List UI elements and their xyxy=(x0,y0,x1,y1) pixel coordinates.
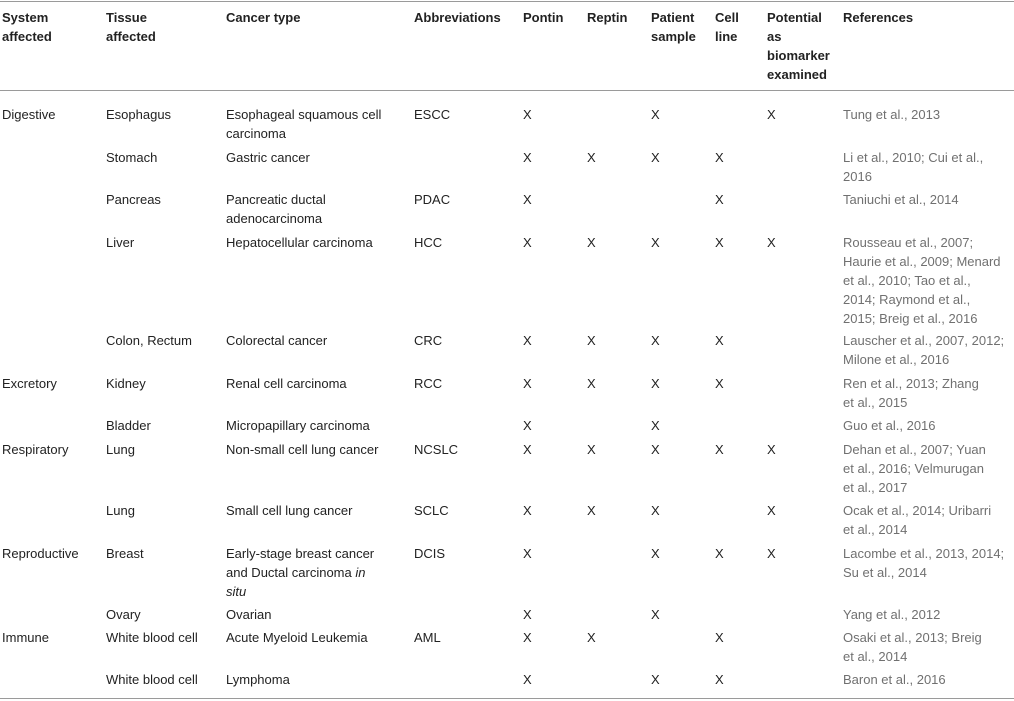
cell-pontin: X xyxy=(523,503,532,518)
cell-cancer: Hepatocellular carcinoma xyxy=(226,235,373,250)
cell-abbr: NCSLC xyxy=(414,442,459,457)
cancer-italic-text: in situ xyxy=(226,565,366,599)
cell-tissue: Stomach xyxy=(106,150,158,165)
cell-pontin: X xyxy=(523,607,532,622)
cell-refs: Taniuchi et al., 2014 xyxy=(843,192,959,207)
cell-reptin: X xyxy=(587,630,596,645)
cell-biomarker: X xyxy=(767,107,776,122)
cell-cell: X xyxy=(715,376,724,391)
cell-refs: Dehan et al., 2007; Yuan et al., 2016; Velmurugan et al., 2017 xyxy=(843,442,986,495)
cell-patient: X xyxy=(651,235,660,250)
cell-cancer: Gastric cancer xyxy=(226,150,310,165)
cell-abbr: HCC xyxy=(414,235,443,250)
cell-reptin: X xyxy=(587,235,596,250)
cell-patient: X xyxy=(651,418,660,433)
cell-pontin: X xyxy=(523,546,532,561)
cell-patient: X xyxy=(651,546,660,561)
cell-refs: Rousseau et al., 2007; Haurie et al., 2009; Menard et al., 2010; Tao et al., 2014; Raymond et al., 2015; Breig et al., 2016 xyxy=(843,235,1001,326)
cell-cancer: Lymphoma xyxy=(226,672,290,687)
cell-patient: X xyxy=(651,442,660,457)
cell-pontin: X xyxy=(523,630,532,645)
cell-tissue: Kidney xyxy=(106,376,146,391)
cell-system: Immune xyxy=(2,630,49,645)
cell-tissue: Pancreas xyxy=(106,192,161,207)
cell-refs: Ren et al., 2013; Zhang et al., 2015 xyxy=(843,376,979,410)
cell-refs: Yang et al., 2012 xyxy=(843,607,941,622)
cell-reptin: X xyxy=(587,150,596,165)
top-rule xyxy=(0,1,1014,2)
cell-reptin: X xyxy=(587,333,596,348)
cell-cancer: Non-small cell lung cancer xyxy=(226,442,379,457)
header-biomarker: Potential as biomarker examined xyxy=(767,10,830,82)
cell-biomarker: X xyxy=(767,442,776,457)
cell-tissue: Liver xyxy=(106,235,135,250)
header-rule xyxy=(0,90,1014,91)
header-tissue: Tissue affected xyxy=(106,10,156,44)
cell-tissue: White blood cell xyxy=(106,672,198,687)
cell-refs: Baron et al., 2016 xyxy=(843,672,946,687)
cell-tissue: White blood cell xyxy=(106,630,198,645)
cell-cell: X xyxy=(715,672,724,687)
cell-cancer: Small cell lung cancer xyxy=(226,503,353,518)
cell-biomarker: X xyxy=(767,235,776,250)
cell-cancer: Esophageal squamous cell carcinoma xyxy=(226,107,382,141)
cell-biomarker: X xyxy=(767,503,776,518)
cell-pontin: X xyxy=(523,418,532,433)
cell-reptin: X xyxy=(587,376,596,391)
cell-refs: Osaki et al., 2013; Breig et al., 2014 xyxy=(843,630,982,664)
cell-cell: X xyxy=(715,150,724,165)
cell-abbr: AML xyxy=(414,630,441,645)
header-pontin: Pontin xyxy=(523,10,564,25)
cell-cell: X xyxy=(715,235,724,250)
cell-abbr: SCLC xyxy=(414,503,449,518)
cell-system: Reproductive xyxy=(2,546,79,561)
cell-cancer: Renal cell carcinoma xyxy=(226,376,347,391)
cell-abbr: DCIS xyxy=(414,546,446,561)
cell-patient: X xyxy=(651,150,660,165)
cell-pontin: X xyxy=(523,442,532,457)
cell-patient: X xyxy=(651,607,660,622)
header-system: System affected xyxy=(2,10,52,44)
cell-refs: Lacombe et al., 2013, 2014; Su et al., 2014 xyxy=(843,546,1005,580)
cell-cancer: Micropapillary carcinoma xyxy=(226,418,370,433)
header-cancer: Cancer type xyxy=(226,10,301,25)
cell-cancer: Colorectal cancer xyxy=(226,333,328,348)
cell-patient: X xyxy=(651,503,660,518)
cancer-text: Early-stage breast cancer and Ductal carcinoma xyxy=(226,546,375,580)
cell-reptin: X xyxy=(587,503,596,518)
cell-tissue: Lung xyxy=(106,442,135,457)
cell-cell: X xyxy=(715,192,724,207)
cell-cancer: Ovarian xyxy=(226,607,272,622)
cell-tissue: Colon, Rectum xyxy=(106,333,192,348)
cell-tissue: Esophagus xyxy=(106,107,172,122)
header-cell: Cell line xyxy=(715,10,739,44)
cell-refs: Guo et al., 2016 xyxy=(843,418,936,433)
cell-system: Digestive xyxy=(2,107,56,122)
cell-system: Respiratory xyxy=(2,442,69,457)
cell-tissue: Breast xyxy=(106,546,144,561)
cell-refs: Lauscher et al., 2007, 2012; Milone et al., 2016 xyxy=(843,333,1005,367)
cell-pontin: X xyxy=(523,333,532,348)
cell-patient: X xyxy=(651,333,660,348)
cell-refs: Ocak et al., 2014; Uribarri et al., 2014 xyxy=(843,503,992,537)
cell-cancer: Pancreatic ductal adenocarcinoma xyxy=(226,192,326,226)
cell-tissue: Bladder xyxy=(106,418,151,433)
cell-abbr: CRC xyxy=(414,333,443,348)
cell-biomarker: X xyxy=(767,546,776,561)
cell-cancer: Acute Myeloid Leukemia xyxy=(226,630,368,645)
cell-pontin: X xyxy=(523,107,532,122)
cell-abbr: RCC xyxy=(414,376,443,391)
cell-system: Excretory xyxy=(2,376,57,391)
cell-pontin: X xyxy=(523,376,532,391)
cell-abbr: ESCC xyxy=(414,107,451,122)
cell-cell: X xyxy=(715,546,724,561)
cell-pontin: X xyxy=(523,235,532,250)
header-refs: References xyxy=(843,10,914,25)
cell-cell: X xyxy=(715,630,724,645)
cell-pontin: X xyxy=(523,150,532,165)
bottom-rule xyxy=(0,698,1014,699)
cell-patient: X xyxy=(651,672,660,687)
cell-refs: Tung et al., 2013 xyxy=(843,107,941,122)
header-abbr: Abbreviations xyxy=(414,10,501,25)
cell-tissue: Lung xyxy=(106,503,135,518)
cell-cancer xyxy=(226,544,410,601)
header-reptin: Reptin xyxy=(587,10,628,25)
cell-patient: X xyxy=(651,107,660,122)
cell-cell: X xyxy=(715,442,724,457)
cell-tissue: Ovary xyxy=(106,607,141,622)
cell-reptin: X xyxy=(587,442,596,457)
cell-cell: X xyxy=(715,333,724,348)
cell-abbr: PDAC xyxy=(414,192,451,207)
header-patient: Patient sample xyxy=(651,10,696,44)
cell-patient: X xyxy=(651,376,660,391)
cell-pontin: X xyxy=(523,672,532,687)
cell-pontin: X xyxy=(523,192,532,207)
cell-refs: Li et al., 2010; Cui et al., 2016 xyxy=(843,150,984,184)
